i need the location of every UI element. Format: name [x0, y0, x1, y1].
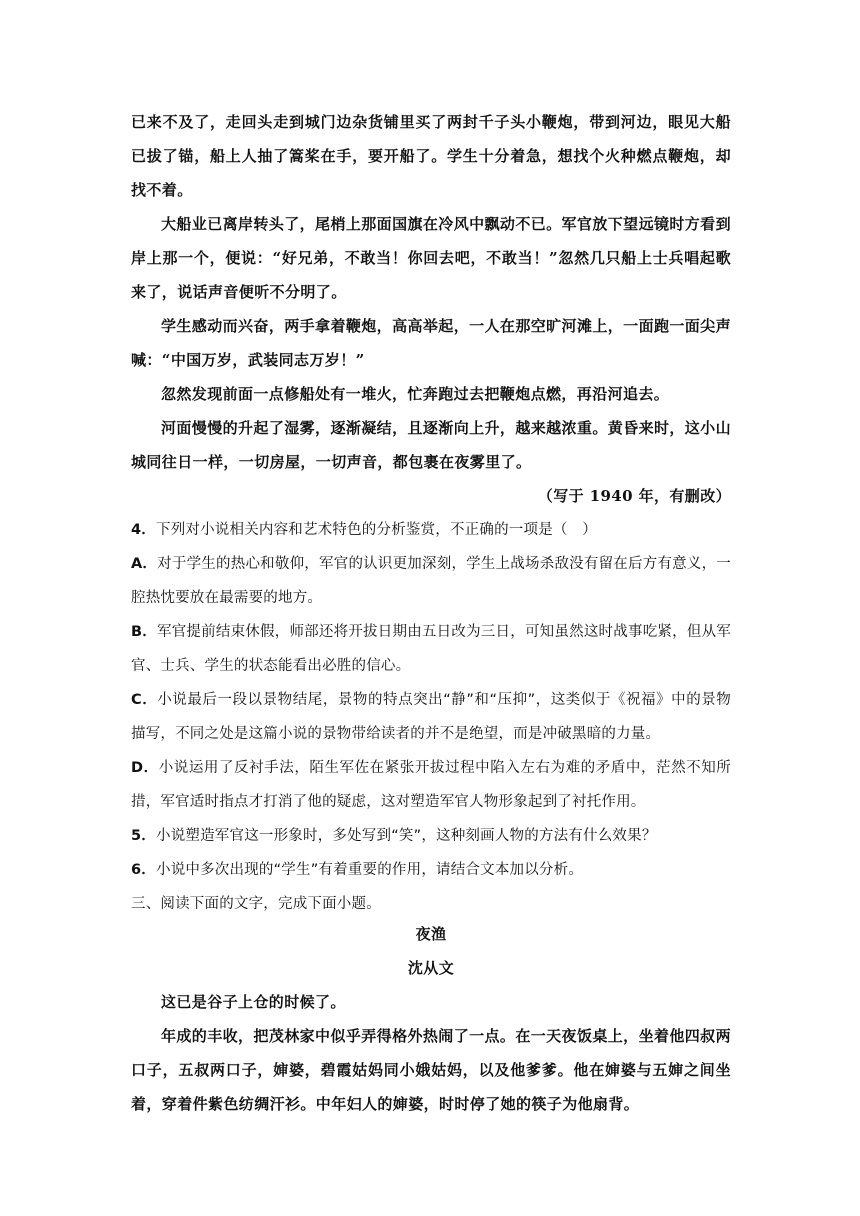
question-6 — [131, 853, 731, 887]
question-6-number: 6． — [131, 862, 156, 878]
option-a — [131, 547, 731, 615]
option-c-label: C． — [131, 692, 158, 708]
question-5 — [131, 819, 731, 853]
question-4 — [131, 513, 731, 547]
story-paragraph-4: 忽然发现前面一点修船处有一堆火，忙奔跑过去把鞭炮点燃，再沿河追去。 — [161, 385, 670, 403]
option-d-label: D． — [131, 760, 159, 776]
option-b-label: B． — [131, 624, 157, 640]
question-4-number: 4． — [131, 522, 156, 538]
option-b — [131, 615, 731, 683]
question-5-number: 5． — [131, 828, 156, 844]
passage-title: 夜渔 — [415, 925, 447, 943]
question-4-text: 下列对小说相关内容和艺术特色的分析鉴赏，不正确的一项是（ ） — [156, 522, 597, 538]
story-paragraph-5: 河面慢慢的升起了湿雾，逐渐凝结，且逐渐向上升，越来越浓重。黄昏来时，这小山城同往日一样，一切房屋，一切声音，都包裹在夜雾里了。 — [131, 419, 731, 471]
option-c — [131, 683, 731, 751]
question-5-text: 小说塑造军官这一形象时，多处写到“笑”，这种刻画人物的方法有什么效果？ — [156, 828, 657, 844]
story-paragraph-2: 大船业已离岸转头了，尾梢上那面国旗在冷风中飘动不已。军官放下望远镜时方看到岸上那一个，便说：“好兄弟，不敢当！你回去吧，不敢当！”忽然几只船上士兵唱起歌来了，说话声音便听不分明了。 — [131, 215, 731, 301]
option-b-text: 军官提前结束休假，师部还将开拔日期由五日改为三日，可知虽然这时战事吃紧，但从军官、士兵、学生的状态能看出必胜的信心。 — [131, 624, 732, 674]
option-d-text: 小说运用了反衬手法，陌生军佐在紧张开拔过程中陷入左右为难的矛盾中，茫然不知所措，军官适时指点才打消了他的疑虑，这对塑造军官人物形象起到了衬托作用。 — [131, 760, 731, 810]
option-a-label: A． — [131, 556, 158, 572]
option-c-text: 小说最后一段以景物结尾，景物的特点突出“静”和“压抑”，这类似于《祝福》中的景物描写，不同之处是这篇小说的景物带给读者的并不是绝望，而是冲破黑暗的力量。 — [131, 692, 731, 742]
passage-paragraph-1: 这已是谷子上仓的时候了。 — [161, 993, 346, 1011]
option-a-text: 对于学生的热心和敬仰，军官的认识更加深刻，学生上战场杀敌没有留在后方有意义，一腔热忱要放在最需要的地方。 — [131, 556, 732, 606]
story-paragraph-3: 学生感动而兴奋，两手拿着鞭炮，高高举起，一人在那空旷河滩上，一面跑一面尖声喊：“中国万岁，武装同志万岁！” — [131, 317, 731, 369]
section-3-heading: 三、阅读下面的文字，完成下面小题。 — [131, 896, 381, 912]
story-paragraph-1: 已来不及了，走回头走到城门边杂货铺里买了两封千子头小鞭炮，带到河边，眼见大船已拔了锚，船上人抽了篙桨在手，要开船了。学生十分着急，想找个火种燃点鞭炮，却找不着。 — [131, 113, 731, 199]
option-d — [131, 751, 731, 819]
passage-author: 沈从文 — [407, 959, 455, 977]
passage-paragraph-2: 年成的丰收，把茂林家中似乎弄得格外热闹了一点。在一天夜饭桌上，坐着他四叔两口子，五叔两口子，婶婆，碧霞姑妈同小娥姑妈，以及他爹爹。他在婶婆与五婶之间坐着，穿着件紫色纺绸汗衫。中年妇人的婶婆，时时停了她的筷子为他扇背。 — [131, 1027, 731, 1113]
question-6-text: 小说中多次出现的“学生”有着重要的作用，请结合文本加以分析。 — [156, 862, 584, 878]
source-note: （写于 1940 年，有删改） — [537, 487, 731, 505]
